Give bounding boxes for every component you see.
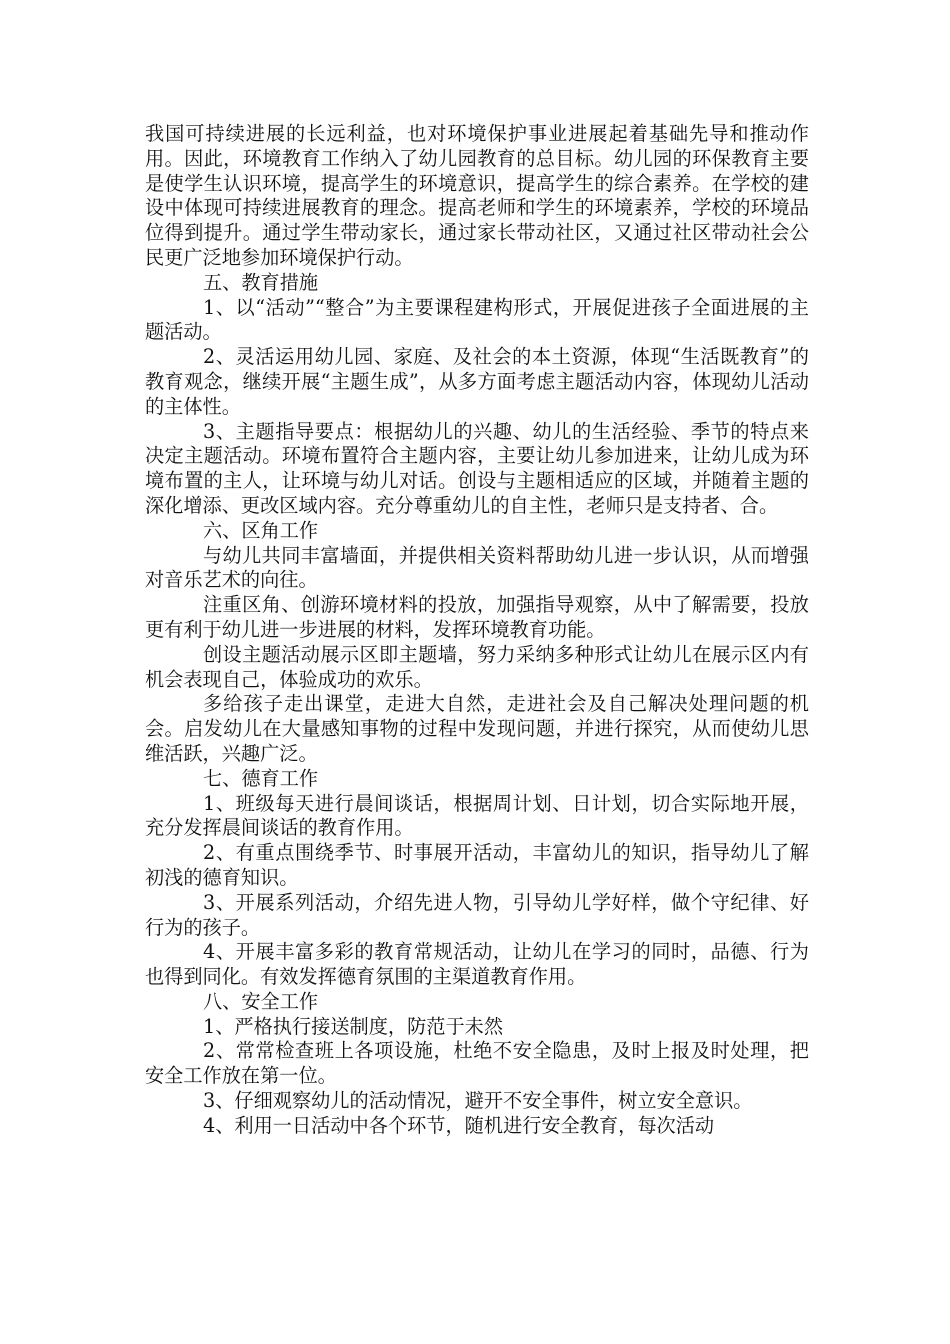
paragraph-intro: 我国可持续进展的长远利益，也对环境保护事业进展起着基础先导和推动作用。因此，环境教育工作纳入了幼儿园教育的总目标。幼儿园的环保教育主要是使学生认识环境，提高学生的环境意识，提高学生的综合素养。在学校的建设中体现可持续进展教育的理念。提高老师和学生的环境素养，学校的环境品位得到提升。通过学生带动家长，通过家长带动社区，又通过社区带动社会公民更广泛地参加环境保护行动。 [145,122,809,269]
section-heading-8: 八、安全工作 [203,989,319,1013]
paragraph: 1、以“活动”“整合”为主要课程建构形式，开展促进孩子全面进展的主题活动。 [145,295,809,344]
paragraph: 2、有重点围绕季节、时事展开活动，丰富幼儿的知识，指导幼儿了解初浅的德育知识。 [145,841,809,889]
paragraph: 3、仔细观察幼儿的活动情况，避开不安全事件，树立安全意识。 [203,1089,753,1113]
section-heading-6: 六、区角工作 [203,518,319,542]
paragraph: 1、严格执行接送制度，防范于未然 [203,1014,504,1038]
paragraph: 4、利用一日活动中各个环节，随机进行安全教育，每次活动 [203,1113,715,1137]
section-heading-5: 五、教育措施 [203,270,319,294]
paragraph: 多给孩子走出课堂，走进大自然，走进社会及自己解决处理问题的机会。启发幼儿在大量感知事物的过程中发现问题，并进行探究，从而使幼儿思维活跃，兴趣广泛。 [145,692,809,765]
paragraph: 4、开展丰富多彩的教育常规活动，让幼儿在学习的同时，品德、行为也得到同化。有效发挥德育氛围的主渠道教育作用。 [145,940,809,989]
paragraph: 3、开展系列活动，介绍先进人物，引导幼儿学好样，做个守纪律、好行为的孩子。 [145,890,809,939]
paragraph: 2、灵活运用幼儿园、家庭、及社会的本土资源，体现“生活既教育”的教育观念，继续开展“主题生成”，从多方面考虑主题活动内容，体现幼儿活动的主体性。 [145,345,809,418]
paragraph: 创设主题活动展示区即主题墙，努力采纳多种形式让幼儿在展示区内有机会表现自己，体验成功的欢乐。 [145,642,809,691]
paragraph: 注重区角、创游环境材料的投放，加强指导观察，从中了解需要，投放更有利于幼儿进一步进展的材料，发挥环境教育功能。 [145,593,809,641]
paragraph: 3、主题指导要点：根据幼儿的兴趣、幼儿的生活经验、季节的特点来决定主题活动。环境布置符合主题内容，主要让幼儿参加进来，让幼儿成为环境布置的主人，让环境与幼儿对话。创设与主题相适应的区域，并随着主题的深化增添、更改区域内容。充分尊重幼儿的自主性，老师只是支持者、合。 [145,419,809,517]
paragraph: 与幼儿共同丰富墙面，并提供相关资料帮助幼儿进一步认识，从而增强对音乐艺术的向往。 [145,543,809,592]
section-heading-7: 七、德育工作 [203,766,319,790]
paragraph: 1、班级每天进行晨间谈话，根据周计划、日计划，切合实际地开展，充分发挥晨间谈话的教育作用。 [145,791,809,840]
paragraph: 2、常常检查班上各项设施，杜绝不安全隐患，及时上报及时处理，把安全工作放在第一位。 [145,1039,809,1088]
document-body [145,122,809,1139]
